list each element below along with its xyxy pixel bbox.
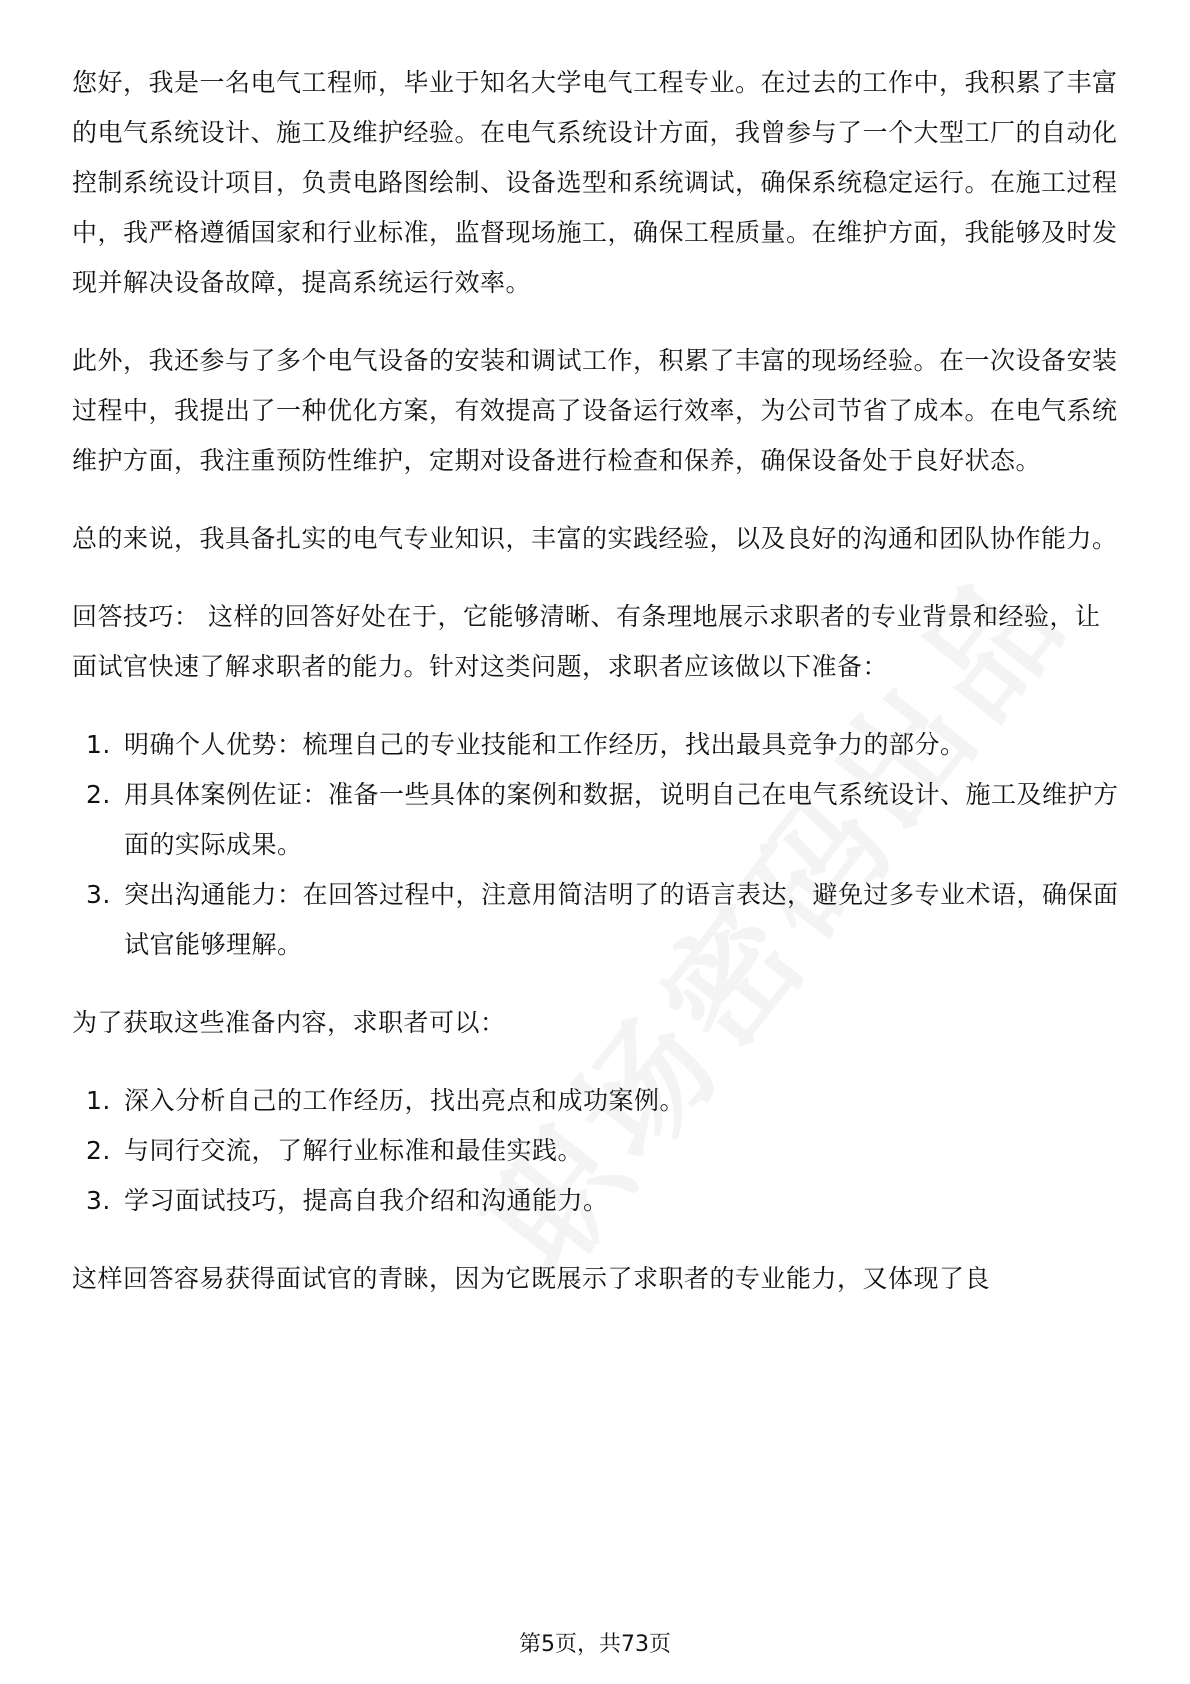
page-number: 第5页，共73页 xyxy=(519,1632,671,1657)
list-item xyxy=(72,1076,1122,1126)
list-item-number: 2. xyxy=(86,780,111,809)
list-item-text: 学习面试技巧，提高自我介绍和沟通能力。 xyxy=(124,1186,609,1215)
list-item xyxy=(72,1176,1122,1226)
paragraph-summary: 总的来说，我具备扎实的电气专业知识，丰富的实践经验，以及良好的沟通和团队协作能力。 xyxy=(72,524,1118,553)
document-body xyxy=(72,58,1122,1332)
paragraph-conclusion: 这样回答容易获得面试官的青睐，因为它既展示了求职者的专业能力，又体现了良 xyxy=(72,1264,991,1293)
paragraph-experience: 此外，我还参与了多个电气设备的安装和调试工作，积累了丰富的现场经验。在一次设备安装过程中，我提出了一种优化方案，有效提高了设备运行效率，为公司节省了成本。在电气系统维护方面，我注重预防性维护，定期对设备进行检查和保养，确保设备处于良好状态。 xyxy=(72,346,1118,475)
list-item-text: 深入分析自己的工作经历，找出亮点和成功案例。 xyxy=(124,1086,686,1115)
list-item-number: 3. xyxy=(86,880,111,909)
list-item-text: 与同行交流，了解行业标准和最佳实践。 xyxy=(124,1136,584,1165)
list-item xyxy=(72,770,1122,870)
list-item-number: 1. xyxy=(86,1086,111,1115)
paragraph-how-to-obtain: 为了获取这些准备内容，求职者可以： xyxy=(72,1008,506,1037)
preparation-list xyxy=(72,720,1122,970)
list-item-text: 用具体案例佐证：准备一些具体的案例和数据，说明自己在电气系统设计、施工及维护方面的实际成果。 xyxy=(124,780,1119,859)
list-item-number: 3. xyxy=(86,1186,111,1215)
method-list xyxy=(72,1076,1122,1226)
list-item xyxy=(72,720,1122,770)
list-item-number: 2. xyxy=(86,1136,111,1165)
list-item xyxy=(72,870,1122,970)
list-item xyxy=(72,1126,1122,1176)
paragraph-intro: 您好，我是一名电气工程师，毕业于知名大学电气工程专业。在过去的工作中，我积累了丰富的电气系统设计、施工及维护经验。在电气系统设计方面，我曾参与了一个大型工厂的自动化控制系统设计项目，负责电路图绘制、设备选型和系统调试，确保系统稳定运行。在施工过程中，我严格遵循国家和行业标准，监督现场施工，确保工程质量。在维护方面，我能够及时发现并解决设备故障，提高系统运行效率。 xyxy=(72,68,1118,297)
paragraph-answer-tips: 回答技巧： 这样的回答好处在于，它能够清晰、有条理地展示求职者的专业背景和经验，让面试官快速了解求职者的能力。针对这类问题，求职者应该做以下准备： xyxy=(72,602,1101,681)
list-item-number: 1. xyxy=(86,730,111,759)
list-item-text: 明确个人优势：梳理自己的专业技能和工作经历，找出最具竞争力的部分。 xyxy=(124,730,966,759)
list-item-text: 突出沟通能力：在回答过程中，注意用简洁明了的语言表达，避免过多专业术语，确保面试官能够理解。 xyxy=(124,880,1119,959)
